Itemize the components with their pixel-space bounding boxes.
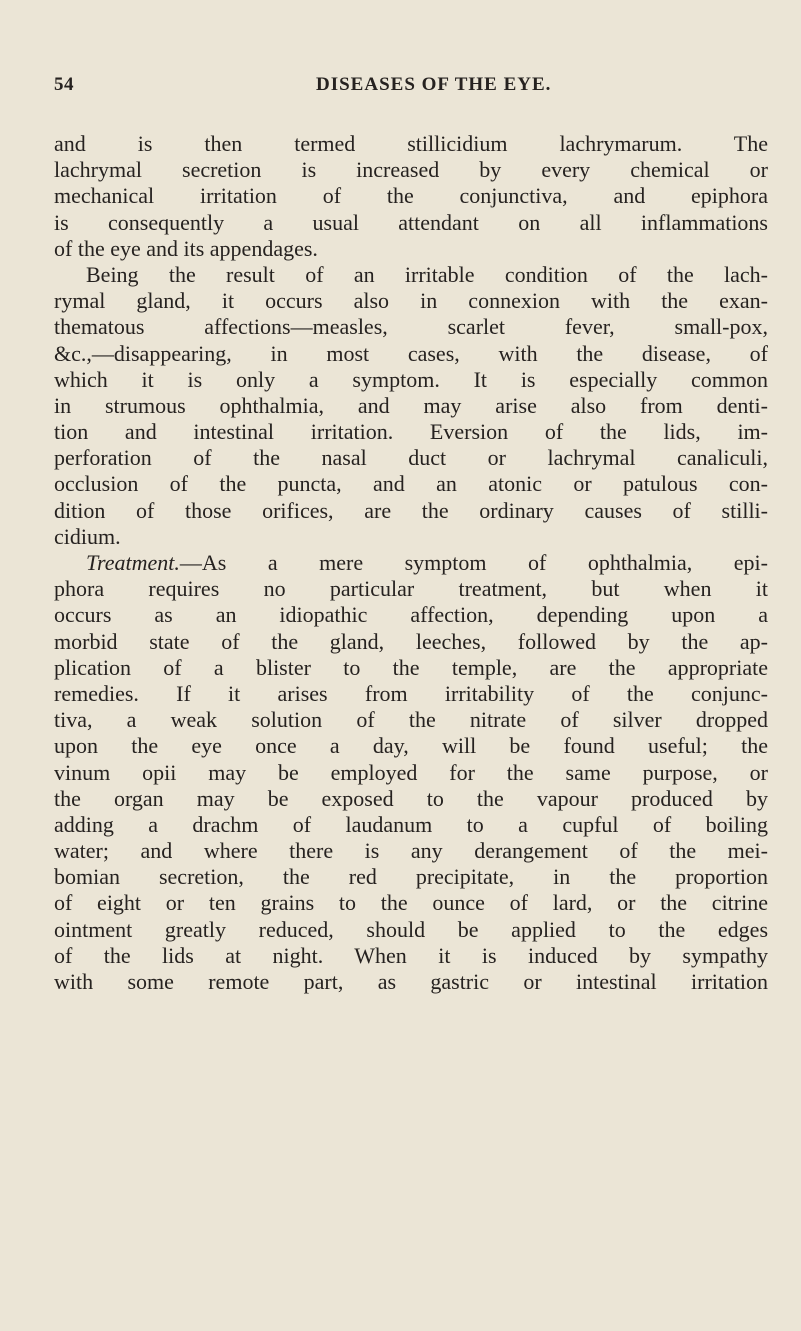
text-line: phora requires no particular treatment, but when it	[54, 576, 768, 602]
text-line: lachrymal secretion is increased by every chemical or	[54, 157, 768, 183]
text-line: occlusion of the puncta, and an atonic or patulous con-	[54, 471, 768, 497]
text-line: is consequently a usual attendant on all inflammations	[54, 209, 768, 235]
text-line: morbid state of the gland, leeches, followed by the ap-	[54, 628, 768, 654]
treatment-first-line-text: As a mere symptom of ophthalmia, epi-	[201, 550, 768, 575]
text-line: water; and where there is any derangement of the mei-	[54, 838, 768, 864]
text-line: of eight or ten grains to the ounce of lard, or the citrine	[54, 890, 768, 916]
text-line: of the eye and its appendages.	[54, 235, 318, 261]
text-line: remedies. If it arises from irritability of the conjunc-	[54, 680, 768, 706]
running-head	[54, 74, 768, 104]
text-line: which it is only a symptom. It is especially common	[54, 366, 768, 392]
text-line: adding a drachm of laudanum to a cupful of boiling	[54, 811, 768, 837]
paragraph-start-line: Being the result of an irritable condition of the lach-	[86, 261, 768, 287]
page-number: 54	[54, 74, 74, 95]
text-line: upon the eye once a day, will be found useful; the	[54, 733, 768, 759]
running-title: DISEASES OF THE EYE.	[316, 74, 552, 95]
text-line: and is then termed stillicidium lachrymarum. The	[54, 131, 768, 156]
text-line: tion and intestinal irritation. Eversion of the lids, im-	[54, 419, 768, 445]
text-line: rymal gland, it occurs also in connexion with the exan-	[54, 288, 768, 314]
text-line: with some remote part, as gastric or intestinal irritation	[54, 969, 768, 994]
text-line: of the lids at night. When it is induced by sympathy	[54, 942, 768, 968]
treatment-paragraph-start-line: Treatment.—As a mere symptom of ophthalmia, epi-	[86, 550, 768, 575]
text-line: vinum opii may be employed for the same purpose, or	[54, 759, 768, 785]
text-line: dition of those orifices, are the ordinary causes of stilli-	[54, 497, 768, 523]
treatment-heading: Treatment.	[86, 550, 180, 575]
text-line: perforation of the nasal duct or lachrymal canaliculi,	[54, 445, 768, 471]
text-line: the organ may be exposed to the vapour produced by	[54, 785, 768, 811]
text-line: occurs as an idiopathic affection, depending upon a	[54, 602, 768, 628]
text-line: tiva, a weak solution of the nitrate of silver dropped	[54, 707, 768, 733]
body-text	[54, 131, 768, 995]
text-line: &c.,—disappearing, in most cases, with the disease, of	[54, 340, 768, 366]
text-line: cidium.	[54, 523, 121, 549]
text-line: plication of a blister to the temple, are the appropriate	[54, 654, 768, 680]
text-line: thematous affections—measles, scarlet fever, small-pox,	[54, 314, 768, 340]
text-line: bomian secretion, the red precipitate, in the proportion	[54, 864, 768, 890]
text-line: mechanical irritation of the conjunctiva, and epiphora	[54, 183, 768, 209]
text-line: ointment greatly reduced, should be applied to the edges	[54, 916, 768, 942]
text-line: in strumous ophthalmia, and may arise also from denti-	[54, 392, 768, 418]
